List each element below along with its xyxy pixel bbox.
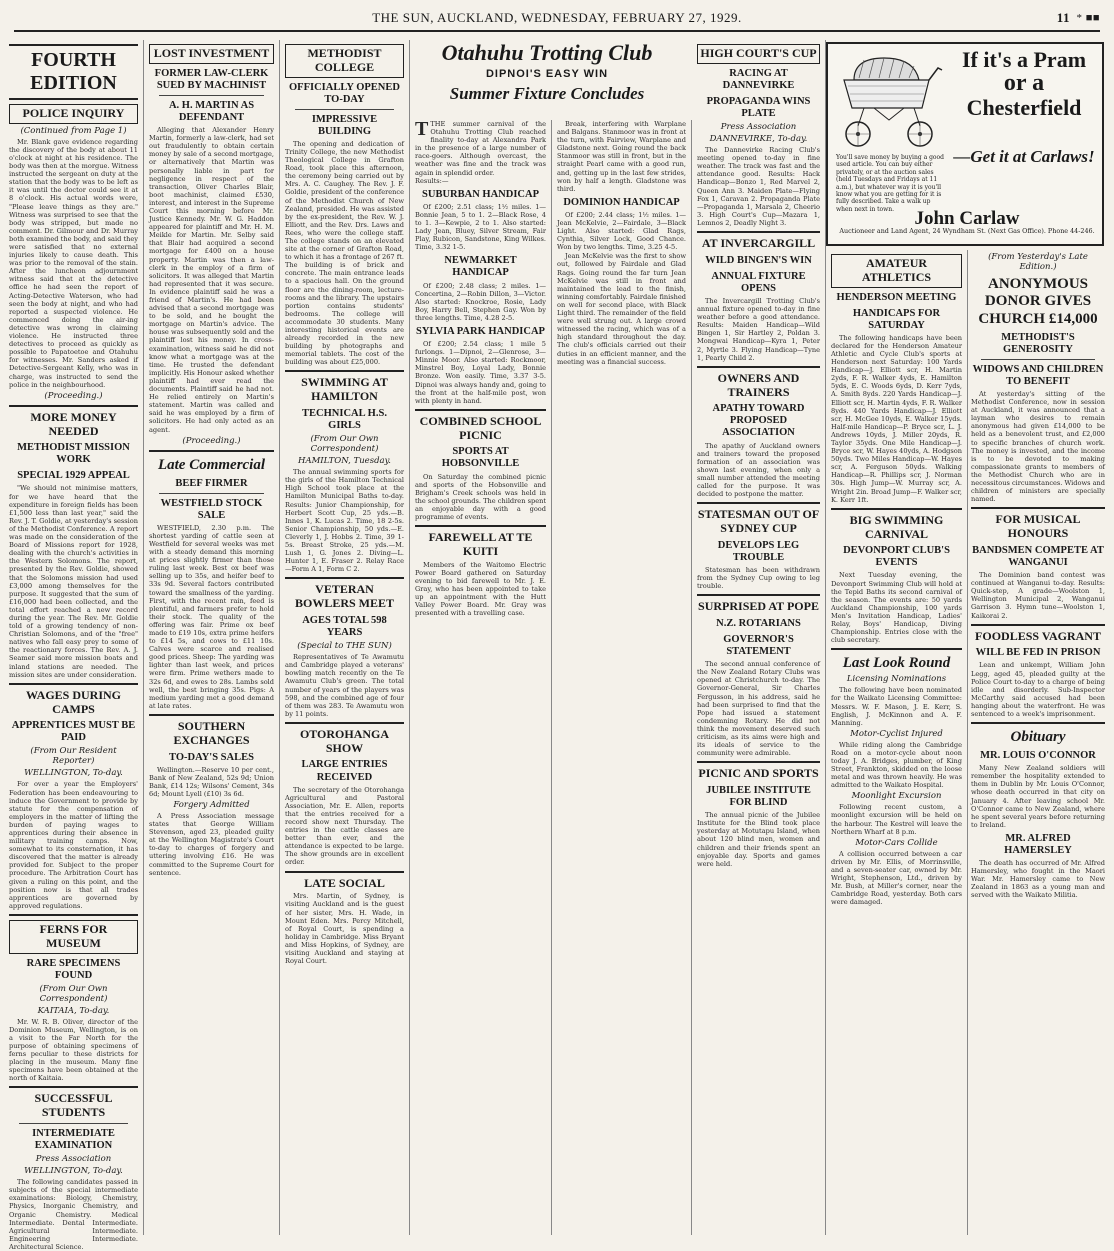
subhead-alfred-hamersley: MR. ALFRED HAMERSLEY bbox=[1004, 832, 1072, 856]
headline-statesman: STATESMAN OUT OF SYDNEY CUP bbox=[697, 507, 820, 535]
article-body: The annual picnic of the Jubilee Institute for the Blind took place yesterday at Motutapu Island, when about 120 blind men, women and children and their friends spent an enjoyable day. Sports and games were held. bbox=[697, 811, 820, 868]
byline: (Special to THE SUN) bbox=[297, 641, 392, 652]
race-result: Of £200; 2.44 class; 1½ miles. 1—Jean McKelvie, 2—Fairdale, 3—Black Light. Also started: Glad Rags, Cynthia, Silver Lock, Good Chance. Won by two lengths. Time, 3.25 4-5. bbox=[557, 210, 686, 252]
note-motor-cyclist: Motor-Cyclist Injured bbox=[850, 728, 943, 739]
note-licensing: Licensing Nominations bbox=[846, 674, 947, 685]
article-body: Representatives of Te Awamutu and Cambridge played a veterans' bowling match recently on the Te Awamutu Club's green. The total number of years of the players was 598, and the combined age of four of them was 283. Te Awamutu won by 11 points. bbox=[285, 653, 404, 718]
article-body: The Invercargill Trotting Club's annual fixture opened to-day in fine weather before a good attendance. Results: Maiden Handicap—Wild Bingen 1, Sir Hartley 2, Poldan 3. Mongwai Handicap—Kyra 1, Peter 2, Myrtle 3. Flying Handicap—Tyne 1, Pearly Child 2. bbox=[697, 296, 820, 362]
article-body: A collision occurred between a car driven by Mr. Ellis, of Morrinsville, and a seven-seater car, owned by Mr. Wright, Stephenson, Ltd., driven by Mr. Bush, at Miller's corner, near the Cambridge Road, yesterday. Both cars were damaged. bbox=[831, 849, 962, 907]
article-body: The Dannevirke Racing Club's meeting opened to-day in fine weather. The track was fast and the attendance good. Results: Hack Handicap—Bonzo 1, Red Marvel 2, Queen Ann 3. Maiden Plate—Flying Fox 1, Caravan 2. Propaganda Plate—Propaganda 1, Marsala 2, Cheerio 3. High Court's Cup—Mazara 1, Lemnos 2, Deadly Night 3. bbox=[697, 146, 820, 227]
subhead-handicaps: HANDICAPS FOR SATURDAY bbox=[852, 307, 941, 331]
article-body: A Press Association message states that George William Stevenson, aged 23, pleaded guilty at the Wellington Magistrate's Court to-day to charges of forgery and uttering involving £16. He was committed to the Supreme Court for sentence. bbox=[149, 811, 274, 877]
article-body: Mrs. Martin, of Sydney, is visiting Auckland and is the guest of her sister, Mrs. H. Wade, in Mount Eden. Mrs. Percy Mitchell, of Royal Court, is spending a holiday in Cambridge. Miss Bryant and Miss Hopkins, of Sydney, are visiting Auckland and staying at Royal Court. bbox=[285, 892, 404, 966]
article-body: Mr. Blank gave evidence regarding the discovery of the body at about 11 o'clock at night at his residence. The body was then at the morgue. Witness instructed the sergeant on duty at the station that the body was to be left as it was until the doctor could see it at 8 o'clock. His actual words were, "Please leave things as they are." Witness was surprised to see that the body was stripped, but made no comment. Dr. Gilmour and Dr. Murray both examined the body, and said they were satisfied that no external injuries likely to cause death. This was prior to the removal of the stain. After the luncheon adjournment witness said that at the detective office he had seen the report of Acting-Detective Waterson, who had seen the body at night, and who had reported a suspected violence. He commenced doing the air-ing detective was wrong in claiming violence. He instructed three detectives to proceed as quickly as possible to Papatoetoe and Otahuhu for witnesses. Mr. Sanders asked if Detective-Sergeant Kelly, who was in charge, was instructed to send the police in the neighbourhood. bbox=[9, 137, 138, 389]
subhead-officially-opened: OFFICIALLY OPENED TO-DAY bbox=[289, 81, 400, 105]
banner-subhead-italic: Summer Fixture Concludes bbox=[449, 84, 645, 103]
proceeding-note: (Proceeding.) bbox=[182, 435, 241, 446]
subhead-todays-sales: TO-DAY'S SALES bbox=[169, 751, 254, 763]
byline: Press Association bbox=[35, 1154, 112, 1165]
subhead-technical-girls: TECHNICAL H.S. GIRLS bbox=[302, 408, 387, 432]
article-body: Wellington.—Reserve 10 per cent., Bank of New Zealand, 52s 9d; Union Bank, £14 12s; Wilsons' Cement, 34s 6d; Mount Lyell (£10) 3s 6d. bbox=[149, 765, 274, 798]
subhead-bandsmen: BANDSMEN COMPETE AT WANGANUI bbox=[972, 544, 1104, 568]
article-body: Break, interfering with Warplane and Balgans. Stanmoor was in front at the turn, with Fairview, Warplane and Gladstone next. Going round the back Stanmoor was still in front, but in the straight Pearl came with a good run, and, getting up in the last few strides, won by half a length. Gladstone was third. bbox=[557, 120, 686, 193]
edition-label: FOURTH EDITION bbox=[9, 44, 138, 100]
headline-farewell-te-kuiti: FAREWELL AT TE KUITI bbox=[428, 530, 533, 558]
headline-lost-investment: LOST INVESTMENT bbox=[149, 44, 274, 64]
ad-tagline: —Get it at Carlaws! bbox=[953, 147, 1095, 166]
headline-obituary: Obituary bbox=[1010, 729, 1066, 746]
late-edition-note: (From Yesterday's Late Edition.) bbox=[988, 252, 1088, 272]
column-1 bbox=[4, 40, 144, 1251]
ad-line-2: or a bbox=[1003, 70, 1045, 97]
subhead-intermediate-exam: INTERMEDIATE EXAMINATION bbox=[32, 1128, 115, 1152]
article-body: The secretary of the Otorohanga Agricultural and Pastoral Association, Mr. E. Allen, reports that the entries received for a record show next Thursday. The entries in the cattle classes are better than ever, and the attendance is expected to be large. The show grounds are in excellent order. bbox=[285, 785, 404, 867]
headline-ferns-museum: FERNS FOR MUSEUM bbox=[9, 920, 138, 954]
article-body: Next Tuesday evening, the Devonport Swimming Club will hold at the Tepid Baths its second carnival of the season. The events are: 50 yards Auckland Championship, 100 yards Men's Invitation Handicap, Ladies' Relay, Boys' Handicap, Diving Championship. Entries close with the club secretary. bbox=[831, 571, 962, 645]
subhead-rare-specimens: RARE SPECIMENS FOUND bbox=[26, 957, 121, 981]
article-body: The following candidates passed in subjects of the special intermediate examinations: Biology, Chemistry, Physics, Inorganic Chemistry, and Organic Chemistry. Medical Intermediate. Dental Intermediate. Agricultural Intermediate. Engineering Intermediate. Architectural Science. bbox=[9, 1178, 138, 1251]
proceeding-note: (Proceeding.) bbox=[44, 390, 103, 401]
headline-otorohanga-show: OTOROHANGA SHOW bbox=[299, 726, 390, 755]
byline: (From Our Own Correspondent) bbox=[39, 983, 108, 1004]
headline-school-picnic: COMBINED SCHOOL PICNIC bbox=[419, 413, 542, 442]
trotting-banner bbox=[412, 40, 682, 104]
race-sylvia-park: SYLVIA PARK HANDICAP bbox=[416, 325, 545, 337]
note-motor-cars: Motor-Cars Collide bbox=[855, 837, 938, 848]
headline-late-commercial: Late Commercial bbox=[157, 456, 266, 473]
subhead-beef-firmer: BEEF FIRMER bbox=[175, 477, 248, 489]
carlaw-advertisement bbox=[826, 42, 1104, 246]
subhead-apathy: APATHY TOWARD PROPOSED ASSOCIATION bbox=[712, 403, 805, 439]
dateline: DANNEVIRKE, To-day. bbox=[709, 134, 808, 145]
column-4 bbox=[410, 120, 552, 1235]
headline-successful-students: SUCCESSFUL STUDENTS bbox=[34, 1091, 113, 1120]
article-body: Members of the Waitomo Electric Power Board gathered on Saturday evening to bid farewell to Mr. J. E. Gray, who has been appointed to take up an appointment with the Hutt Valley Power Board. Mr. Gray was presented with a travelling case. bbox=[415, 560, 546, 618]
headline-wages-camps: WAGES DURING CAMPS bbox=[25, 687, 121, 716]
forgery-note: Forgery Admitted bbox=[173, 799, 250, 810]
article-body: The annual swimming sports for the girls of the Hamilton Technical High School took place at the Hamilton Municipal Baths to-day. Results: Junior Championship, for Herbert Scott Cup, 25 yds.—B. Innes 1, K. Lucas 2. Time, 18 2-5s. Senior Championship, 50 yds.—E. Cleverly 1, J. Hobbs 2. Time, 39 1-5s. Breast Stroke, 25 yds.—M. Lush 1, G. Jones 2. Diving—L. Hunter 1, E. Fraser 2. Relay Race—Form A 1, Form C 2. bbox=[285, 468, 404, 574]
subhead-wild-bingen: WILD BINGEN'S WIN bbox=[705, 254, 812, 266]
ad-copy: You'll save money by buying a good used article. You can buy either privately, or at the auction sales (held Tuesdays and Fridays at 11 a.m.), but whatever way it is you'll know what you are getting for it is fully described. Take a walk up when next in town. bbox=[836, 154, 944, 213]
subhead-methodists-generosity: METHODIST'S GENEROSITY bbox=[1001, 331, 1075, 355]
masthead-title: THE SUN, AUCKLAND, WEDNESDAY, FEBRUARY 27, 1929. bbox=[372, 10, 742, 25]
subhead-methodist-mission: METHODIST MISSION WORK bbox=[17, 442, 130, 466]
article-body: WESTFIELD, 2.30 p.m. The shortest yarding of cattle seen at Westfield for several weeks was met with a steady demand this morning at prices slightly firmer than those ruling last week. Best ox beef was selling up to 35s, and heifer beef to 33s 9d. Several factors contributed toward the smallness of the yarding. First, with the recent rain, feed is plentiful, and farmers prefer to hold their stock. The quality of the offering was fair. Prime ox beef made to £19 10s, extra prime heifers to £14 5s, and cows to £11 10s. Calves were scarce and realised good prices. Sheep: The yarding was lighter than last week, and prices were firm. Prime wethers made to 32s 6d, and ewes to 28s. Lambs sold well, the best bringing 35s. Pigs: A medium yarding met a good demand at late rates. bbox=[149, 523, 274, 710]
subhead-dannevirke: RACING AT DANNEVIRKE bbox=[722, 67, 795, 91]
dateline: HAMILTON, Tuesday. bbox=[298, 456, 391, 467]
byline: (From Our Resident Reporter) bbox=[30, 746, 117, 767]
column-5 bbox=[692, 40, 826, 1235]
race-result: Of £200; 2.51 class; 1½ miles. 1—Bonnie Jean, 5 to 1. 2—Black Rose, 4 to 1. 3—Kewpie, 2 to 1. Also started: Lady Jean, Bluey, Silver Stream, Fair Play, Rubicon, Sandstone, King Wilkes. Time, 3.32 1-5. bbox=[415, 202, 546, 252]
article-body: On Saturday the combined picnic and sports of the Hobsonville and Brigham's Creek schools was held in the school grounds. The children spent an enjoyable day with a good programme of events. bbox=[415, 472, 546, 521]
headline-swimming-hamilton: SWIMMING AT HAMILTON bbox=[301, 375, 388, 404]
banner-subhead: DIPNOI'S EASY WIN bbox=[485, 68, 609, 80]
column-4b bbox=[552, 120, 692, 1235]
column-3 bbox=[280, 40, 410, 1235]
ad-line-3: Chesterfield bbox=[966, 95, 1082, 121]
article-body: The Dominion band contest was continued at Wanganui to-day. Results: Quick-step, A grade—Woolston 1, Wellington Municipal 2, Wanganui Garrison 3. Hymn tune—Woolston 1, Kaikorai 2. bbox=[971, 571, 1105, 620]
article-body: Jean McKelvie was the first to show out, followed by Fairdale and Glad Rags. Going round the far turn Jean McKelvie was still in front and maintained the lead to the finish, winning comfortably. Fairdale finished on well for second place, with Black Light third. The remainder of the field were well strung out. A large crowd witnessed the racing, which was of a high standard throughout the day. The club's officials carried out their duties in an efficient manner, and the meeting was a financial success. bbox=[557, 252, 686, 366]
masthead bbox=[14, 6, 1100, 32]
dateline: KAITAIA, To-day. bbox=[37, 1005, 110, 1016]
article-body: Lean and unkempt, William John Legg, aged 45, pleaded guilty at the Police Court to-day to a charge of being idle and disorderly. Sub-Inspector McCarthy said accused had been hanging about the waterfront. He was sentenced to a week's imprisonment. bbox=[971, 661, 1105, 719]
article-body: Following recent custom, a moonlight excursion will be held on the harbour. The Kestrel will leave the Northern Wharf at 8 p.m. bbox=[831, 803, 962, 836]
subhead-leg-trouble: DEVELOPS LEG TROUBLE bbox=[717, 539, 800, 563]
dateline: WELLINGTON, To-day. bbox=[24, 1166, 123, 1177]
article-body: The following handicaps have been declared for the Henderson Amateur Athletic and Cycle Club's sports at Henderson next Saturday: 100 Yards Handicap—J. Elliott scr, H. Martin 2yds, F. R. Walker 4yds, E. Hamilton 5yds, E. C. Woods 6yds, D. Kerr 7yds, A. Smith 8yds. 220 Yards Handicap—J. Elliott scr, H. Martin 4yds, F. R. Walker 8yds. 440 Yards Handicap—J. Elliott scr, H. McGee 10yds, E. Walker 15yds. Half-mile Handicap—P. Bryce scr, L. J. Andrews 10yds, J. Miller 20yds, R. Taylor 35yds. One Mile Handicap—J. Bryce scr, W. Hayes 40yds, A. Hodgson 50yds. Two Miles Handicap—W. Hayes scr, A. Ferguson 50yds. Walking Handicap—R. Phillips scr, J. Norman 30s. High Jump—W. Murray scr, A. Wright 2in. Broad Jump—F. Walker scr, K. Kerr 1ft. bbox=[831, 333, 962, 504]
article-body: For over a year the Employers' Federation has been endeavouring to induce the Government to provide by statute for the compensation of employers in the matter of lifting the burden of paying wages to apprentices during their absence in military training camps. Now, somewhat to its consternation, it has discovered that the matter is already provided for. Subject to the proper procedure. The Arbitration Court has given a ruling on this point, and the position now is that all trades apprentices are governed by approved regulations. bbox=[9, 780, 138, 910]
ad-address: Auctioneer and Land Agent, 24 Wyndham St. (Next Gas Office). Phone 44-246. bbox=[839, 227, 1095, 235]
subhead-fed-prison: WILL BE FED IN PRISON bbox=[975, 647, 1101, 659]
subhead-henderson: HENDERSON MEETING bbox=[836, 291, 957, 303]
race-suburban: SUBURBAN HANDICAP bbox=[422, 188, 539, 200]
ad-headline bbox=[946, 48, 1102, 119]
race-result: Of £200; 2.54 class; 1 mile 5 furlongs. 1—Dipnoi, 2—Glenrose, 3—Minnie Moor. Also started: Rockmoor, Minstrel Boy, Loyal Lady, Bonnie Bronze. Won easily. Time, 3.37 3-5. Dipnoi was always handy and, going to the front at the half-mile post, won with plenty in hand. bbox=[415, 340, 546, 405]
headline-amateur-athletics: AMATEUR ATHLETICS bbox=[831, 254, 962, 288]
page-number: 11 bbox=[1056, 10, 1070, 25]
pram-illustration bbox=[834, 50, 944, 150]
subhead-annual-fixture: ANNUAL FIXTURE OPENS bbox=[711, 270, 806, 294]
headline-methodist-college: METHODIST COLLEGE bbox=[285, 44, 404, 78]
article-body: The following have been nominated for the Waikato Licensing Committee: Messrs. W. F. Mason, J. E. Kerr, S. English, J. McKinnon and A. F. Manning. bbox=[831, 686, 962, 727]
column-2 bbox=[144, 40, 280, 1235]
article-body: At yesterday's sitting of the Methodist Conference, now in session at Auckland, it was announced that a layman who desires to remain anonymous had given £14,000 to be held as a benevolent trust, and £2,000 to specific branches of church work. The money is invested, and the income is to be devoted to making compassionate grants to members of the Methodist Church who are in necessitous circumstances. Widows and children of ministers are specially named. bbox=[971, 390, 1105, 504]
results-label: Results:— bbox=[415, 176, 449, 185]
subhead-large-entries: LARGE ENTRIES RECEIVED bbox=[301, 759, 388, 783]
headline-last-look-round: Last Look Round bbox=[842, 655, 951, 672]
article-body: "We should not minimise matters, for we have heard that the expenditure in foreign fields has been £1,500 less than last year," said the Rev. J. T. Goldie, at yesterday's session of the Methodist Conference. A report was made on the consideration of the Board of Missions report for 1928, dealing with the church's activities in the Western Solomons. The report, presented by the Rev. Goldie, showed that the Solomons mission had used £3,000 among themselves for the purpose. It suggested that the sum of £16,000 had been collected, and the total effort reached a new record during the year. The Rev. Mr. Goldie told of a growing tendency of non-Christian Solomons, and of the "free" natives who fall easy prey to some of the reactionary forces. The Rev. A. J. Seamer said more mission boats and inland stations are needed. The mission sites are under consideration. bbox=[9, 484, 138, 679]
subhead-impressive-building: IMPRESSIVE BUILDING bbox=[311, 113, 378, 137]
lead-text: THE summer carnival of the Otahuhu Trotting Club reached finality to-day at Alexandra Park in the presence of a large number of race-goers. Although overcast, the weather was fine and the track was again in splendid order. bbox=[415, 120, 546, 177]
subhead-governors-statement: GOVERNOR'S STATEMENT bbox=[723, 634, 794, 658]
headline-surprised-pope: SURPRISED AT POPE bbox=[698, 599, 819, 614]
subhead-hobsonville: SPORTS AT HOBSONVILLE bbox=[441, 446, 520, 470]
asterisk-icon: * ■■ bbox=[1076, 12, 1100, 24]
headline-more-money: MORE MONEY NEEDED bbox=[30, 409, 117, 438]
article-body: While riding along the Cambridge Road on a motor-cycle about noon today J. A. Bridges, plumber, of King Street, Frankton, skidded on the loose metal and was thrown heavily. He was admitted to the Waikato Hospital. bbox=[831, 740, 962, 790]
subhead-widows-children: WIDOWS AND CHILDREN TO BENEFIT bbox=[972, 363, 1104, 387]
article-lead: TTHE summer carnival of the Otahuhu Trotting Club reached finality to-day at Alexandra Park in the presence of a large number of race-goers. Although overcast, the weather was fine and the track was again in splendid order. bbox=[415, 118, 546, 177]
subhead-rotarians: N.Z. ROTARIANS bbox=[716, 617, 801, 629]
headline-foodless-vagrant: FOODLESS VAGRANT bbox=[975, 628, 1101, 643]
race-dominion: DOMINION HANDICAP bbox=[563, 196, 680, 208]
headline-musical-honours: FOR MUSICAL HONOURS bbox=[995, 512, 1081, 541]
headline-swimming-carnival: BIG SWIMMING CARNIVAL bbox=[849, 512, 944, 541]
subhead-westfield-sale: WESTFIELD STOCK SALE bbox=[160, 497, 263, 521]
ad-line-1: If it's a Pram bbox=[961, 47, 1087, 72]
byline: (From Our Own Correspondent) bbox=[310, 434, 379, 455]
headline-southern-exchanges: SOUTHERN EXCHANGES bbox=[173, 718, 250, 747]
headline-late-social: LATE SOCIAL bbox=[304, 875, 385, 890]
subhead-apprentices: APPRENTICES MUST BE PAID bbox=[11, 720, 136, 744]
article-body: The apathy of Auckland owners and trainers toward the proposed formation of an association was shown last evening, when only a small number attended the meeting called for the purpose. It was decided to postpone the matter. bbox=[697, 441, 820, 499]
headline-invercargill: AT INVERCARGILL bbox=[701, 235, 816, 250]
ad-advertiser-name: John Carlaw bbox=[914, 208, 1020, 229]
note-moonlight: Moonlight Excursion bbox=[851, 791, 942, 802]
subhead-special-appeal: SPECIAL 1929 APPEAL bbox=[17, 470, 130, 482]
article-body: Alleging that Alexander Henry Martin, formerly a law-clerk, had set out fraudulently to obtain certain money by sale of a second mortgage, or alternatively that Martin was personally liable in part for negligence in respect of the transaction, Oliver Charles Blair, boot machinist, claimed £530, interest, and interest in the Supreme Court this morning before Mr. Justice Kennedy. Mr. W. G. Haddon appeared for plaintiff and Mr. H. M. Meikle for Martin. Mr. Selby said that Blair had acquired a second mortgage for £400 on a house property. Martin was then a law-clerk in the employ of a firm of solicitors. It was alleged that Martin had represented that it was secure. In evidence plaintiff said he was a friend of Martin's. He had been advised that a second mortgage was to be sold, and he bought the mortgage on Martin's advice. The house was subsequently sold and the plaintiff lost his money. In cross-examination, witness said he did not know what a mortgage was at the time. He trusted the defendant implicitly. His Honour asked whether plaintiff had ever read the documents. Plaintiff said he had not. He relied entirely on Martin's statement. Martin was called and said he was employed by a firm of solicitors. He had only acted as an agent. bbox=[149, 126, 274, 434]
race-result: Of £200; 2.48 class; 2 miles. 1—Concertina, 2—Robin Dillon, 3—Victor. Also started: Knockroe, Rosie, Lady Boy, Harry Bell, Stephen Gay. Won by three lengths. Time, 4.28 2-5. bbox=[415, 281, 546, 322]
article-body: Many New Zealand soldiers will remember the hospitality extended to them in Dublin by Mr. Louis O'Connor, whose death occurred in that city on January 4. After leaving school Mr. O'Connor came to New Zealand, where he spent several years before returning to Ireland. bbox=[971, 764, 1105, 829]
article-body: The opening and dedication of Trinity College, the new Methodist Theological College in Grafton Road, took place this afternoon, the ceremony being carried out by Mrs. A. C. Caughey. The Rev. J. F. Goldie, president of the conference of the Methodist Church of New Zealand, presided. He was assisted by the ex-president, the Rev. W. J. Elliott, and the Rev. Drs. Laws and Rees, who were the college staff. The college stands on an elevated site at the corner of Grafton Road, to which it has a frontage of 267 ft. The building is of brick and concrete. The main entrance leads to a spacious hall. On the ground floor are the dining-room, lecture-rooms and the library. The upstairs portion contains students' bedrooms. The college will accommodate 30 students. Many interesting historical events are already recorded in the new building by photographs and memorial tablets. The cost of the building was about £25,000. bbox=[285, 139, 404, 367]
headline-anonymous-donor: ANONYMOUS DONOR GIVES CHURCH £14,000 bbox=[978, 276, 1098, 327]
race-newmarket: NEWMARKET HANDICAP bbox=[444, 255, 517, 279]
byline: Press Association bbox=[720, 122, 797, 133]
dateline: WELLINGTON, To-day. bbox=[24, 768, 123, 779]
article-body: The death has occurred of Mr. Alfred Hamersley, who fought in the Maori War. Mr. Hamersley came to New Zealand in 1863 as a young man and served with the Waikato Militia. bbox=[971, 859, 1105, 900]
headline-high-courts-cup: HIGH COURT'S CUP bbox=[697, 44, 820, 64]
headline-police-inquiry: POLICE INQUIRY bbox=[9, 104, 138, 124]
continued-note: (Continued from Page 1) bbox=[20, 125, 127, 136]
headline-owners-trainers: OWNERS AND TRAINERS bbox=[717, 370, 800, 399]
subhead-martin-defendant: A. H. MARTIN AS DEFENDANT bbox=[168, 99, 255, 123]
subhead-law-clerk: FORMER LAW-CLERK SUED BY MACHINIST bbox=[154, 67, 269, 91]
subhead-jubilee-blind: JUBILEE INSTITUTE FOR BLIND bbox=[706, 785, 811, 809]
headline-veteran-bowlers: VETERAN BOWLERS MEET bbox=[294, 582, 395, 611]
column-7-8 bbox=[966, 250, 1110, 1235]
headline-picnic-sports: PICNIC AND SPORTS bbox=[698, 766, 819, 781]
column-6 bbox=[826, 250, 968, 1235]
subhead-ages-total: AGES TOTAL 598 YEARS bbox=[302, 615, 387, 639]
subhead-devonport: DEVONPORT CLUB'S EVENTS bbox=[843, 545, 950, 569]
subhead-louis-oconnor: MR. LOUIS O'CONNOR bbox=[980, 750, 1096, 762]
article-body: Mr. W. R. B. Oliver, director of the Dominion Museum, Wellington, is on a visit to the Far North for the purpose of obtaining specimens of ferns peculiar to these districts for placing in the museum. Many fine specimens have been obtained at the north of Kaitaia. bbox=[9, 1017, 138, 1083]
banner-title: Otahuhu Trotting Club bbox=[441, 40, 653, 65]
article-body: The second annual conference of the New Zealand Rotary Clubs was opened at Christchurch to-day. The Governor-General, Sir Charles Fergusson, in his address, said he had been surprised to find that the Pope had issued a statement condemning Rotary. He did not think the movement deserved such criticism, as its aims were high and its ideals of service to the community were admirable. bbox=[697, 660, 820, 758]
article-body: Statesman has been withdrawn from the Sydney Cup owing to leg trouble. bbox=[697, 565, 820, 591]
subhead-propaganda: PROPAGANDA WINS PLATE bbox=[706, 95, 811, 119]
